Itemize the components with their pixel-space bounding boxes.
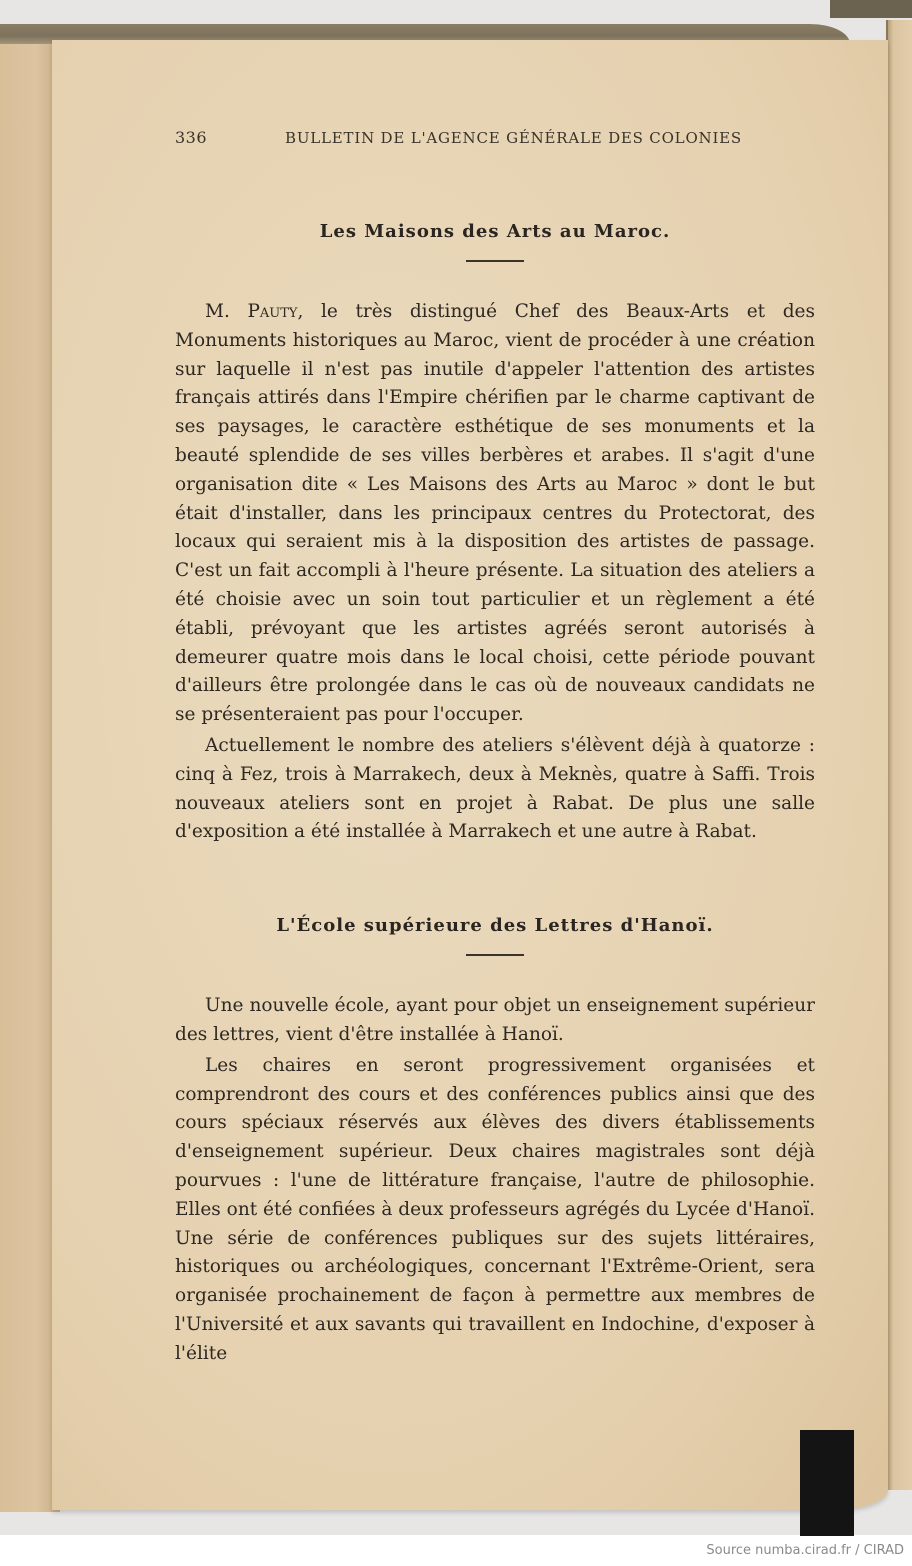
source-credit: Source numba.cirad.fr / CIRAD: [706, 1543, 904, 1558]
page-number: 336: [175, 128, 208, 147]
running-head: [175, 128, 815, 147]
article-maisons-des-arts: [175, 221, 815, 847]
article-paragraph: Les chaires en seront progressivement organisées et comprendront des cours et des conférences publics ainsi que des cours spéciaux réservés aux élèves des divers établissements d'enseignement supérieur. Deux chaires magistrales sont déjà pourvues : l'une de littérature française, l'autre de philosophie. Elles ont été confiées à deux professeurs agrégés du Lycée d'Hanoï. Une série de conférences publiques sur des sujets littéraires, historiques ou archéologiques, concernant l'Extrême-Orient, sera organisée prochainement de façon à permettre aux membres de l'Université et aux savants qui travaillent en Indochine, d'exposer à l'élite: [175, 1054, 815, 1364]
article-title: Les Maisons des Arts au Maroc.: [319, 221, 671, 242]
book-cover-edge: [830, 0, 912, 18]
article-ecole-hanoi: [175, 915, 815, 1368]
article-paragraph: Une nouvelle école, ayant pour objet un enseignement supérieur des lettres, vient d'être installée à Hanoï.: [175, 995, 815, 1045]
page-content: [175, 128, 815, 1369]
page-stack-left: [0, 24, 60, 1512]
author-name: Pauty: [247, 301, 298, 322]
article-title: L'École supérieure des Lettres d'Hanoï.: [276, 915, 714, 937]
bookmark-ribbon: [800, 1430, 854, 1536]
paragraph-text: , le très distingué Chef des Beaux-Arts et des Monuments historiques au Maroc, vient de procéder à une création sur laquelle il n'est pas inutile d'appeler l'attention des artistes français attirés dans l'Empire chérifien par le charme captivant de ses paysages, le caractère esthétique de ses monuments et la beauté splendide de ses villes berbères et arabes. Il s'agit d'une organisation dite « Les Maisons des Arts au Maroc » dont le but était d'installer, dans les principaux centres du Protectorat, des locaux qui seraient mis à la disposition des artistes de passage. C'est un fait accompli à l'heure présente. La situation des ateliers a été choisie avec un soin tout particulier et un règlement a été établi, prévoyant que les artistes agréés seront autorisés à demeurer quatre mois dans le local choisi, cette période pouvant d'ailleurs être prolongée dans le cas où de nouveaux candidats ne se présenteraient pas pour l'occuper.: [175, 301, 815, 726]
author-prefix: M.: [205, 301, 248, 322]
journal-title: BULLETIN DE L'AGENCE GÉNÉRALE DES COLONIES: [285, 129, 743, 147]
page-stack-right: [886, 20, 912, 1490]
article-paragraph: Actuellement le nombre des ateliers s'élèvent déjà à quatorze : cinq à Fez, trois à Marrakech, deux à Meknès, quatre à Saffi. Trois nouveaux ateliers sont en projet à Rabat. De plus une salle d'exposition a été installée à Marrakech et une autre à Rabat.: [175, 734, 815, 843]
article-paragraph: [175, 298, 815, 730]
